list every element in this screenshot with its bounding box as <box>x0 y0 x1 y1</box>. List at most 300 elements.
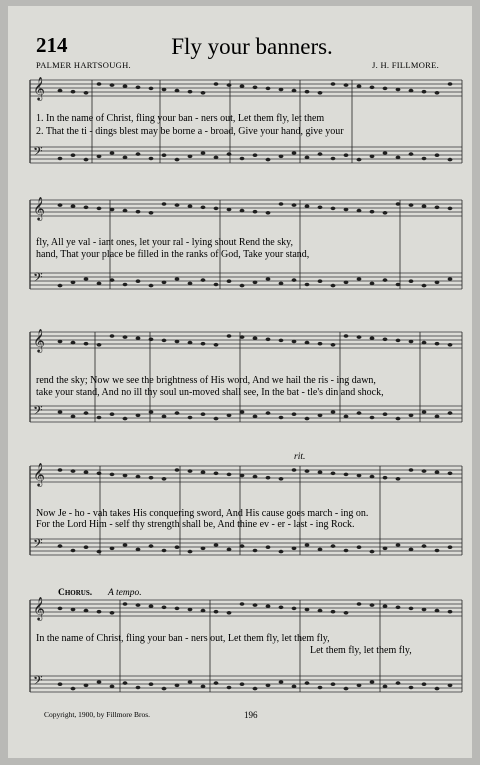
note-head <box>331 544 336 548</box>
note-head <box>448 207 453 211</box>
note-head <box>123 84 128 88</box>
note-head <box>188 204 193 208</box>
note-head <box>331 610 336 614</box>
note-head <box>214 610 219 614</box>
note-head <box>305 283 310 287</box>
ritardando-marking: rit. <box>294 452 306 462</box>
note-head <box>266 338 271 342</box>
note-head <box>409 414 414 418</box>
note-head <box>201 342 206 346</box>
note-head <box>448 411 453 415</box>
note-head <box>58 607 63 611</box>
note-head <box>110 278 115 282</box>
note-head <box>409 607 414 611</box>
note-head <box>318 91 323 95</box>
note-head <box>318 152 323 156</box>
hymn-title: Fly your banners. <box>171 34 333 59</box>
note-head <box>97 207 102 211</box>
note-head <box>279 155 284 159</box>
note-head <box>305 156 310 160</box>
note-head <box>149 682 154 686</box>
note-head <box>110 412 115 416</box>
note-head <box>97 550 102 554</box>
note-head <box>71 687 76 691</box>
bass-clef: 𝄢 <box>33 536 43 554</box>
note-head <box>149 284 154 288</box>
note-head <box>266 684 271 688</box>
note-head <box>448 158 453 162</box>
note-head <box>409 203 414 207</box>
note-head <box>136 210 141 214</box>
note-head <box>448 277 453 281</box>
note-head <box>97 416 102 420</box>
note-head <box>253 415 258 419</box>
note-head <box>71 281 76 285</box>
page-number: 196 <box>244 710 258 720</box>
note-head <box>240 474 245 478</box>
note-head <box>292 89 297 93</box>
note-head <box>188 341 193 345</box>
note-head <box>214 681 219 685</box>
note-head <box>162 88 167 92</box>
note-head <box>162 339 167 343</box>
note-head <box>97 472 102 476</box>
note-head <box>188 90 193 94</box>
note-head <box>292 547 297 551</box>
note-head <box>422 682 427 686</box>
note-head <box>422 544 427 548</box>
note-head <box>71 415 76 419</box>
note-head <box>97 610 102 614</box>
note-head <box>58 89 63 93</box>
bass-clef: 𝄢 <box>33 270 43 288</box>
note-head <box>149 157 154 161</box>
note-head <box>344 208 349 212</box>
note-head <box>292 607 297 611</box>
note-head <box>149 211 154 215</box>
note-head <box>253 549 258 553</box>
note-head <box>71 469 76 473</box>
note-head <box>188 608 193 612</box>
note-head <box>175 607 180 611</box>
note-head <box>344 281 349 285</box>
note-head <box>136 475 141 479</box>
note-head <box>331 284 336 288</box>
note-head <box>435 470 440 474</box>
note-head <box>58 544 63 548</box>
note-head <box>58 468 63 472</box>
note-head <box>370 210 375 214</box>
note-head <box>357 474 362 478</box>
note-head <box>266 87 271 91</box>
note-head <box>84 158 89 162</box>
note-head <box>58 340 63 344</box>
note-head <box>188 469 193 473</box>
note-head <box>344 611 349 615</box>
note-head <box>175 158 180 162</box>
note-head <box>422 90 427 94</box>
note-head <box>279 416 284 420</box>
note-head <box>123 681 128 685</box>
bass-clef: 𝄢 <box>33 403 43 421</box>
note-head <box>396 202 401 206</box>
note-head <box>58 157 63 161</box>
note-head <box>188 416 193 420</box>
note-head <box>266 545 271 549</box>
note-head <box>279 339 284 343</box>
note-head <box>370 680 375 684</box>
note-head <box>292 151 297 155</box>
note-head <box>253 153 258 157</box>
note-head <box>97 680 102 684</box>
note-head <box>110 151 115 155</box>
lyric-line: Now Je - ho - vah takes His conquering sword, And His cause goes march - ing on. <box>36 508 369 519</box>
note-head <box>84 411 89 415</box>
note-head <box>409 279 414 283</box>
note-head <box>344 549 349 553</box>
note-head <box>110 83 115 87</box>
note-head <box>318 206 323 210</box>
note-head <box>201 278 206 282</box>
note-head <box>110 334 115 338</box>
note-head <box>201 547 206 551</box>
note-head <box>344 473 349 477</box>
note-head <box>123 283 128 287</box>
note-head <box>383 604 388 608</box>
note-head <box>383 412 388 416</box>
note-head <box>201 685 206 689</box>
note-head <box>383 476 388 480</box>
note-head <box>396 477 401 481</box>
note-head <box>58 284 63 288</box>
lyric-line: take your stand, And no ill thy soul un-moved shall see, In the bat - tle's din and shock, <box>36 387 384 398</box>
note-head <box>136 548 141 552</box>
note-head <box>136 279 141 283</box>
note-head <box>383 211 388 215</box>
note-head <box>162 202 167 206</box>
note-head <box>227 548 232 552</box>
note-head <box>253 210 258 214</box>
note-head <box>162 606 167 610</box>
note-head <box>357 411 362 415</box>
note-head <box>110 685 115 689</box>
note-head <box>357 545 362 549</box>
note-head <box>253 86 258 90</box>
note-head <box>435 415 440 419</box>
note-head <box>188 155 193 159</box>
note-head <box>266 476 271 480</box>
copyright-notice: Copyright, 1900, by Fillmore Bros. <box>44 710 151 719</box>
note-head <box>331 682 336 686</box>
note-head <box>422 284 427 288</box>
note-head <box>318 548 323 552</box>
note-head <box>396 681 401 685</box>
note-head <box>71 90 76 94</box>
note-head <box>422 341 427 345</box>
note-head <box>214 417 219 421</box>
note-head <box>71 341 76 345</box>
note-head <box>71 204 76 208</box>
note-head <box>175 277 180 281</box>
note-head <box>305 204 310 208</box>
note-head <box>58 682 63 686</box>
note-head <box>188 550 193 554</box>
note-head <box>279 202 284 206</box>
note-head <box>240 410 245 414</box>
note-head <box>383 338 388 342</box>
note-head <box>201 151 206 155</box>
note-head <box>123 417 128 421</box>
note-head <box>344 415 349 419</box>
note-head <box>448 472 453 476</box>
note-head <box>396 417 401 421</box>
note-head <box>175 340 180 344</box>
note-head <box>84 91 89 95</box>
note-head <box>175 411 180 415</box>
note-head <box>383 547 388 551</box>
note-head <box>58 410 63 414</box>
note-head <box>266 211 271 215</box>
note-head <box>253 475 258 479</box>
note-head <box>227 334 232 338</box>
note-head <box>370 550 375 554</box>
note-head <box>253 281 258 285</box>
note-head <box>175 89 180 93</box>
note-head <box>396 88 401 92</box>
note-head <box>435 549 440 553</box>
note-head <box>123 474 128 478</box>
note-head <box>84 277 89 281</box>
note-head <box>240 209 245 213</box>
note-head <box>84 206 89 210</box>
note-head <box>110 547 115 551</box>
lyric-line: rend the sky; Now we see the brightness of His word, And we hail the ris - ing dawn, <box>36 375 376 386</box>
note-head <box>123 602 128 606</box>
note-head <box>318 686 323 690</box>
lyric-line: fly, All ye val - iant ones, let your ral - lying shout Rend the sky, <box>36 237 293 248</box>
note-head <box>279 606 284 610</box>
note-head <box>435 687 440 691</box>
note-head <box>240 602 245 606</box>
note-head <box>448 343 453 347</box>
note-head <box>136 686 141 690</box>
note-head <box>253 336 258 340</box>
note-head <box>435 91 440 95</box>
note-head <box>370 155 375 159</box>
note-head <box>84 545 89 549</box>
note-head <box>409 152 414 156</box>
treble-clef: 𝄞 <box>33 596 45 620</box>
note-head <box>162 281 167 285</box>
lyric-line: For the Lord Him - self thy strength shall be, And thine ev - er - last - ing Rock. <box>36 519 355 530</box>
note-head <box>266 158 271 162</box>
note-head <box>318 609 323 613</box>
note-head <box>435 153 440 157</box>
note-head <box>149 87 154 91</box>
note-head <box>149 338 154 342</box>
note-head <box>370 603 375 607</box>
note-head <box>201 91 206 95</box>
note-head <box>58 203 63 207</box>
note-head <box>448 684 453 688</box>
note-head <box>240 157 245 161</box>
note-head <box>227 279 232 283</box>
note-head <box>97 155 102 159</box>
note-head <box>123 156 128 160</box>
note-head <box>175 545 180 549</box>
note-head <box>266 604 271 608</box>
note-head <box>279 88 284 92</box>
note-head <box>331 157 336 161</box>
note-head <box>214 82 219 86</box>
note-head <box>409 548 414 552</box>
note-head <box>357 684 362 688</box>
note-head <box>240 84 245 88</box>
note-head <box>331 82 336 86</box>
note-head <box>84 609 89 613</box>
note-head <box>448 82 453 86</box>
note-head <box>149 604 154 608</box>
note-head <box>318 470 323 474</box>
note-head <box>214 156 219 160</box>
note-head <box>370 416 375 420</box>
note-head <box>396 156 401 160</box>
lyric-line: 1. In the name of Christ, fling your ban - ners out, Let them fly, let them <box>36 113 325 124</box>
note-head <box>370 336 375 340</box>
note-head <box>435 281 440 285</box>
note-head <box>175 468 180 472</box>
note-head <box>305 608 310 612</box>
note-head <box>331 207 336 211</box>
note-head <box>357 209 362 213</box>
note-head <box>292 412 297 416</box>
lyric-line: hand, That your place be filled in the ranks of God, Take your stand, <box>36 249 310 260</box>
note-head <box>409 468 414 472</box>
note-head <box>227 83 232 87</box>
note-head <box>292 685 297 689</box>
note-head <box>318 414 323 418</box>
note-head <box>227 473 232 477</box>
note-head <box>201 609 206 613</box>
note-head <box>266 277 271 281</box>
note-head <box>383 278 388 282</box>
note-head <box>214 472 219 476</box>
note-head <box>357 158 362 162</box>
note-head <box>422 157 427 161</box>
note-head <box>357 277 362 281</box>
note-head <box>383 685 388 689</box>
words-credit: PALMER HARTSOUGH. <box>36 60 131 70</box>
note-head <box>331 472 336 476</box>
note-head <box>448 545 453 549</box>
note-head <box>201 470 206 474</box>
note-head <box>344 687 349 691</box>
note-head <box>331 410 336 414</box>
note-head <box>409 89 414 93</box>
note-head <box>357 335 362 339</box>
note-head <box>279 550 284 554</box>
tempo-marking: A tempo. <box>108 588 142 598</box>
note-head <box>279 282 284 286</box>
note-head <box>292 340 297 344</box>
note-head <box>318 279 323 283</box>
note-head <box>227 611 232 615</box>
note-head <box>136 336 141 340</box>
note-head <box>123 335 128 339</box>
note-head <box>370 86 375 90</box>
lyric-line: 2. That the ti - dings blest may be borne a - broad, Give your hand, give your <box>36 126 344 137</box>
lyric-line: Let them fly, let them fly, <box>310 645 412 656</box>
note-head <box>149 410 154 414</box>
note-head <box>97 82 102 86</box>
note-head <box>149 476 154 480</box>
note-head <box>279 680 284 684</box>
note-head <box>409 340 414 344</box>
note-head <box>162 549 167 553</box>
note-head <box>97 282 102 286</box>
note-head <box>435 609 440 613</box>
note-head <box>84 342 89 346</box>
note-head <box>71 608 76 612</box>
note-head <box>396 339 401 343</box>
note-head <box>279 477 284 481</box>
note-head <box>136 603 141 607</box>
note-head <box>292 468 297 472</box>
note-head <box>227 414 232 418</box>
note-head <box>162 153 167 157</box>
note-head <box>253 603 258 607</box>
note-head <box>383 151 388 155</box>
note-head <box>214 283 219 287</box>
note-head <box>240 682 245 686</box>
music-credit: J. H. FILLMORE. <box>372 60 440 70</box>
note-head <box>318 342 323 346</box>
note-head <box>201 206 206 210</box>
bass-clef: 𝄢 <box>33 673 43 691</box>
note-head <box>396 543 401 547</box>
note-head <box>188 680 193 684</box>
note-head <box>422 204 427 208</box>
note-head <box>409 686 414 690</box>
note-head <box>240 544 245 548</box>
note-head <box>305 543 310 547</box>
note-head <box>435 206 440 210</box>
note-head <box>344 83 349 87</box>
note-head <box>331 343 336 347</box>
note-head <box>175 684 180 688</box>
note-head <box>214 343 219 347</box>
note-head <box>227 152 232 156</box>
note-head <box>448 610 453 614</box>
note-head <box>71 153 76 157</box>
treble-clef: 𝄞 <box>33 76 45 100</box>
note-head <box>214 207 219 211</box>
note-head <box>84 470 89 474</box>
treble-clef: 𝄞 <box>33 328 45 352</box>
note-head <box>305 469 310 473</box>
note-head <box>136 414 141 418</box>
note-head <box>253 687 258 691</box>
note-head <box>305 341 310 345</box>
note-head <box>227 686 232 690</box>
lyric-line: In the name of Christ, fling your ban - ners out, Let them fly, let them fly, <box>36 633 330 644</box>
note-head <box>383 87 388 91</box>
note-head <box>97 343 102 347</box>
note-head <box>162 415 167 419</box>
note-head <box>84 684 89 688</box>
note-head <box>370 475 375 479</box>
note-head <box>123 209 128 213</box>
